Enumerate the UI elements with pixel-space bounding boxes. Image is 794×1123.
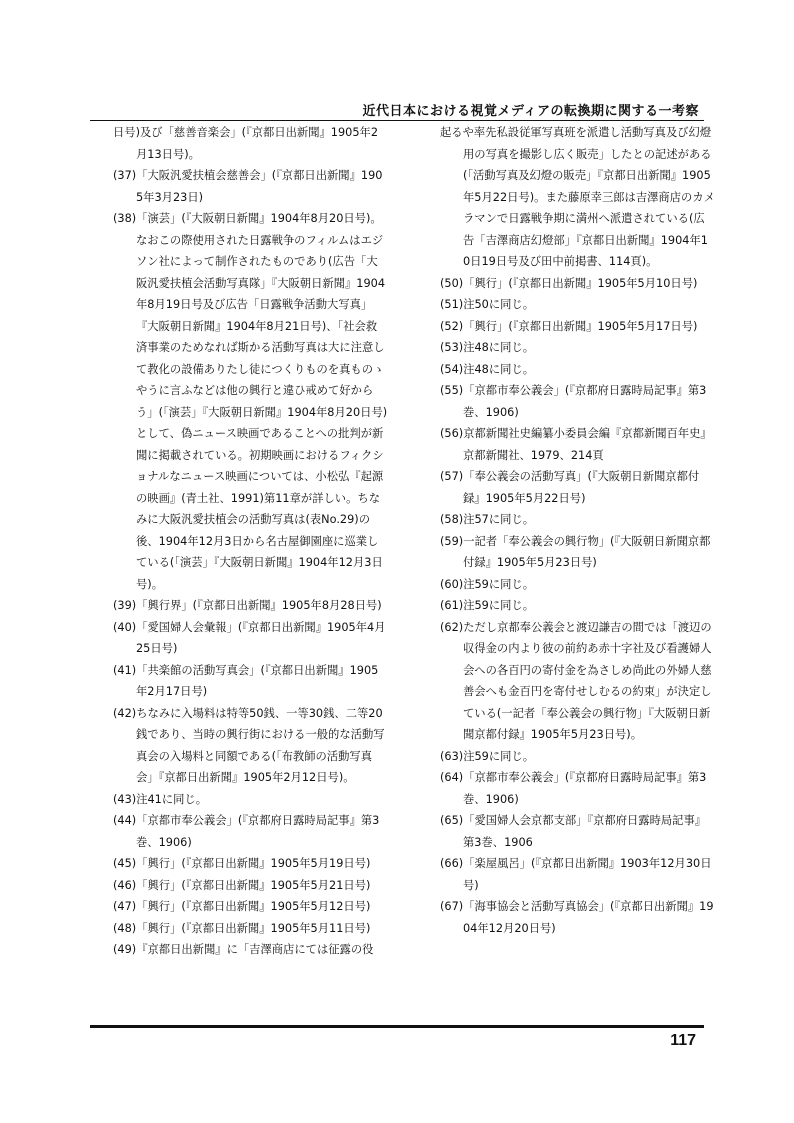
footer-rule xyxy=(90,1025,704,1028)
notes-column-right xyxy=(440,122,715,939)
endnote: (42)ちなみに入場料は特等50銭、一等30銭、二等20銭であり、当時の興行街における一般的な活動写真会の入場料と同額である(「布教師の活動写真会」『京都日出新聞』1905年2月12日号)。 xyxy=(113,706,385,784)
page-number: 117 xyxy=(670,1032,696,1049)
endnote: (37)「大阪汎愛扶植会慈善会」(『京都日出新聞』1905年3月23日) xyxy=(113,169,383,204)
endnote: 日号)及び「慈善音楽会」(『京都日出新聞』1905年2月13日号)。 xyxy=(113,126,379,161)
endnote: (57)「奉公義会の活動写真」(『大阪朝日新聞京都付録』1905年5月22日号) xyxy=(440,470,700,505)
endnote: (51)注50に同じ。 xyxy=(440,298,535,311)
endnote: (46)「興行」(『京都日出新聞』1905年5月21日号) xyxy=(113,878,371,892)
endnote: (56)京都新聞社史編纂小委員会編『京都新聞百年史』京都新聞社、1979、214頁 xyxy=(440,427,712,462)
endnote: (39)「興行界」(『京都日出新聞』1905年8月28日号) xyxy=(113,599,382,612)
endnote: (41)「共楽館の活動写真会」(『京都日出新聞』1905年2月17日号) xyxy=(113,663,379,698)
header-rule xyxy=(90,120,704,121)
endnote: (45)「興行」(『京都日出新聞』1905年5月19日号) xyxy=(113,857,371,870)
endnote: (53)注48に同じ。 xyxy=(440,341,535,354)
endnote: (44)「京都市奉公義会」(『京都府日露時局記事』第3巻、1906) xyxy=(113,814,380,849)
endnote: (40)「愛国婦人会彙報」(『京都日出新聞』1905年4月25日号) xyxy=(113,620,386,655)
endnote: (66)「楽屋風呂」(『京都日出新聞』1903年12月30日号) xyxy=(440,857,712,892)
endnote: (49)『京都日出新聞』に「吉澤商店にては征露の役 xyxy=(113,943,374,956)
endnote: (59)一記者「奉公義会の興行物」(『大阪朝日新聞京都付録』1905年5月23日号) xyxy=(440,534,711,569)
endnote: (47)「興行」(『京都日出新聞』1905年5月12日号) xyxy=(113,900,371,913)
endnote: (65)「愛国婦人会京都支部」『京都府日露時局記事』第3巻、1906 xyxy=(440,814,707,849)
endnote: (55)「京都市奉公義会」(『京都府日露時局記事』第3巻、1906) xyxy=(440,384,707,419)
endnote: (52)「興行」(『京都日出新聞』1905年5月17日号) xyxy=(440,319,698,333)
endnote: (67)「海事協会と活動写真協会」(『京都日出新聞』1904年12月20日号) xyxy=(440,900,714,935)
endnote: (48)「興行」(『京都日出新聞』1905年5月11日号) xyxy=(113,921,371,935)
endnote: 起るや率先私設従軍写真班を派遣し活動写真及び幻燈用の写真を撮影し広く販売」したとの記述がある(「活動写真及幻燈の販売」『京都日出新聞』1905年5月22日号)。また藤原幸三郎は吉澤商店のカメラマンで日露戦争期に満州へ派遣されている(広告「吉澤商店幻燈部」『京都日出新聞』1904年10日19日号及び田中前掲書、114頁)。 xyxy=(440,126,715,268)
endnote: (50)「興行」(『京都日出新聞』1905年5月10日号) xyxy=(440,276,698,290)
endnote: (61)注59に同じ。 xyxy=(440,599,535,612)
notes-column-left xyxy=(113,122,388,961)
endnote: (60)注59に同じ。 xyxy=(440,577,535,591)
endnote: (63)注59に同じ。 xyxy=(440,749,535,763)
running-title: 近代日本における視覚メディアの転換期に関する一考察 xyxy=(362,104,699,119)
endnote: (38)「演芸」(『大阪朝日新聞』1904年8月20日号)。なおこの際使用された日露戦争のフィルムはエジソン社によって制作されたものであり(広告「大阪汎愛扶植会活動写真隊」『大阪朝日新聞』1904年8月19日号及び広告「日露戦争活動大写真」『大阪朝日新聞』1904年8月21日号)、「社会救済事業のためなれば斯かる活動写真は大に注意して教化の設備ありたし徒につくりものを真ものゝやうに言ふなどは他の興行と違ひ戒めて好からう」(「演芸」『大阪朝日新聞』1904年8月20日号)として、偽ニュース映画であることへの批判が新聞に掲載されている。初期映画におけるフィクショナルなニュース映画については、小松弘『起源の映画』(青土社、1991)第11章が詳しい。ちなみに大阪汎愛扶植会の活動写真は(表No.29)の後、1904年12月3日から名古屋御園座に巡業している(「演芸」『大阪朝日新聞』1904年12月3日号)。 xyxy=(113,212,388,591)
endnote: (62)ただし京都奉公義会と渡辺謙吉の間では「渡辺の収得金の内より彼の前約あ赤十字社及び看護婦人会への各百円の寄付金を為さしめ尚此の外婦人慈善会へも金百円を寄付せしむるの約束」が決定している(一記者「奉公義会の興行物」『大阪朝日新聞京都付録』1905年5月23日号)。 xyxy=(440,620,712,741)
endnote: (54)注48に同じ。 xyxy=(440,362,535,376)
endnote: (43)注41に同じ。 xyxy=(113,792,208,806)
endnote: (64)「京都市奉公義会」(『京都府日露時局記事』第3巻、1906) xyxy=(440,771,707,806)
endnote: (58)注57に同じ。 xyxy=(440,513,535,526)
